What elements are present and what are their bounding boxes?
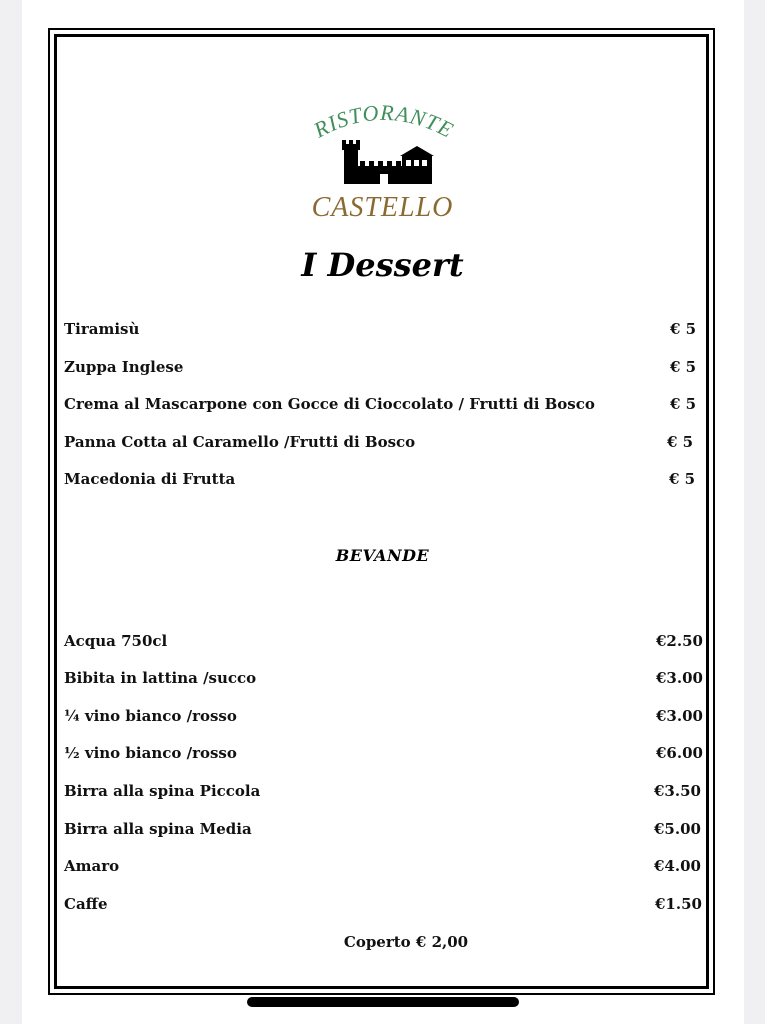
drink-price: €3.00 — [656, 669, 703, 687]
dessert-price: € 5 — [670, 395, 697, 413]
castle-icon — [342, 140, 434, 184]
drink-price: €3.00 — [656, 707, 703, 725]
drink-price: €5.00 — [654, 820, 701, 838]
logo-top-text: RISTORANTE — [309, 100, 459, 143]
page-title: I Dessert — [301, 246, 464, 284]
dessert-item — [64, 320, 704, 342]
drink-name: Birra alla spina Media — [64, 820, 252, 838]
drink-name: Bibita in lattina /succo — [64, 669, 257, 687]
drink-price: €2.50 — [656, 632, 703, 650]
dessert-name: Zuppa Inglese — [64, 358, 184, 376]
dessert-price: € 5 — [670, 358, 697, 376]
drink-name: ½ vino bianco /rosso — [64, 744, 237, 762]
drink-name: Birra alla spina Piccola — [64, 782, 261, 800]
drink-item — [64, 669, 704, 691]
dessert-item — [64, 433, 704, 455]
restaurant-logo — [300, 100, 465, 230]
dessert-price: € 5 — [667, 433, 694, 451]
logo-bottom-text: CASTELLO — [311, 192, 454, 223]
dessert-item — [64, 358, 704, 380]
drink-item — [64, 820, 704, 842]
drink-item — [64, 707, 704, 729]
dessert-price: € 5 — [670, 320, 697, 338]
drink-price: €4.00 — [654, 857, 701, 875]
drink-name: ¼ vino bianco /rosso — [64, 707, 237, 725]
cover-charge: Coperto € 2,00 — [343, 933, 469, 951]
dessert-name: Macedonia di Frutta — [64, 470, 236, 488]
drink-name: Caffe — [64, 895, 108, 913]
drink-price: €6.00 — [656, 744, 703, 762]
drink-item — [64, 744, 704, 766]
logo-graphic — [300, 100, 465, 195]
dessert-name: Tiramisù — [64, 320, 140, 338]
drink-price: €3.50 — [654, 782, 701, 800]
drink-item — [64, 895, 704, 917]
dessert-item — [64, 470, 704, 492]
drink-item — [64, 782, 704, 804]
dessert-price: € 5 — [669, 470, 696, 488]
drink-name: Amaro — [64, 857, 120, 875]
drink-price: €1.50 — [655, 895, 702, 913]
dessert-name: Crema al Mascarpone con Gocce di Cioccolato / Frutti di Bosco — [64, 395, 595, 413]
drink-item — [64, 632, 704, 654]
drink-item — [64, 857, 704, 879]
drinks-heading: BEVANDE — [335, 546, 430, 565]
dessert-name: Panna Cotta al Caramello /Frutti di Bosco — [64, 433, 416, 451]
drink-name: Acqua 750cl — [64, 632, 168, 650]
home-indicator[interactable] — [247, 997, 519, 1007]
dessert-item — [64, 395, 704, 417]
